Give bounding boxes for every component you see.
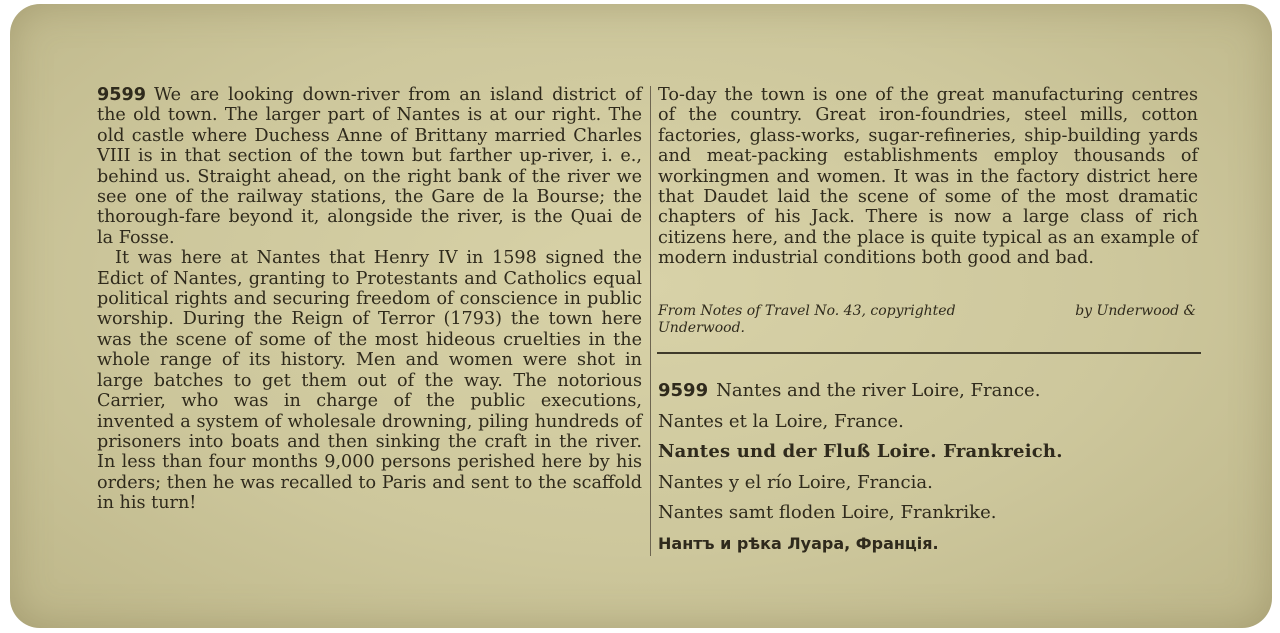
catalog-number: 9599 [97, 85, 146, 105]
credit-main: From Notes of Travel No. 43, copyrighted [658, 303, 956, 319]
paragraph-3: To-day the town is one of the great manufacturing centres of the country. Great iron-foundries, steel mills, cotton factories, glass-works, sugar-refineries, ship-building yards and meat-packing establishments employ thousands of workingmen and women. It was in the factory district here that Daudet laid the scene of some of the most dramatic chapters of his Jack. There is now a large class of rich citizens here, and the place is quite typical as an example of modern industrial conditions both good and bad. [658, 85, 1198, 269]
paragraph-2: It was here at Nantes that Henry IV in 1598 signed the Edict of Nantes, granting to Protestants and Catholics equal political rights and securing freedom of conscience in public worship. During the Reign of Terror (1793) the town here was the scene of some of the most hideous cruelties in the whole range of its history. Men and women were shot in large batches to get them out of the way. The notorious Carrier, who was in charge of the public executions, invented a system of wholesale drowning, piling hundreds of prisoners into boats and then sinking the craft in the river. In less than four months 9,000 persons perished here by his orders; then he was recalled to Paris and sent to the scaffold in his turn! [97, 248, 642, 514]
title-english: Nantes and the river Loire, France. [716, 380, 1041, 401]
title-russian: Нантъ и рѣка Луара, Франція. [658, 533, 939, 553]
multilingual-titles [658, 376, 1218, 559]
title-swedish: Nantes samt floden Loire, Frankrike. [658, 502, 997, 523]
description-right-column [658, 85, 1198, 269]
title-catalog-number: 9599 [658, 380, 709, 401]
paragraph-1 [97, 85, 642, 248]
paragraph-1-text: We are looking down-river from an island district of the old town. The larger part of Nantes is at our right. The old castle where Duchess Anne of Brittany married Charles VIII is in that section of the town but farther up-river, i. e., behind us. Straight ahead, on the right bank of the river we see one of the railway stations, the Gare de la Bourse; the thorough-fare beyond it, alongside the river, is the Quai de la Fosse. [97, 85, 642, 248]
title-german: Nantes und der Fluß Loire. Frankreich. [658, 441, 1063, 462]
title-english-row [658, 376, 1218, 407]
credit-tail: Underwood. [658, 320, 746, 336]
title-french: Nantes et la Loire, France. [658, 410, 904, 432]
title-spanish: Nantes y el río Loire, Francia. [658, 471, 933, 493]
credit-by: by Underwood & [1075, 303, 1196, 319]
horizontal-rule [657, 352, 1201, 354]
description-left-column [97, 85, 642, 514]
copyright-credit [658, 303, 1198, 337]
column-divider [650, 86, 651, 556]
